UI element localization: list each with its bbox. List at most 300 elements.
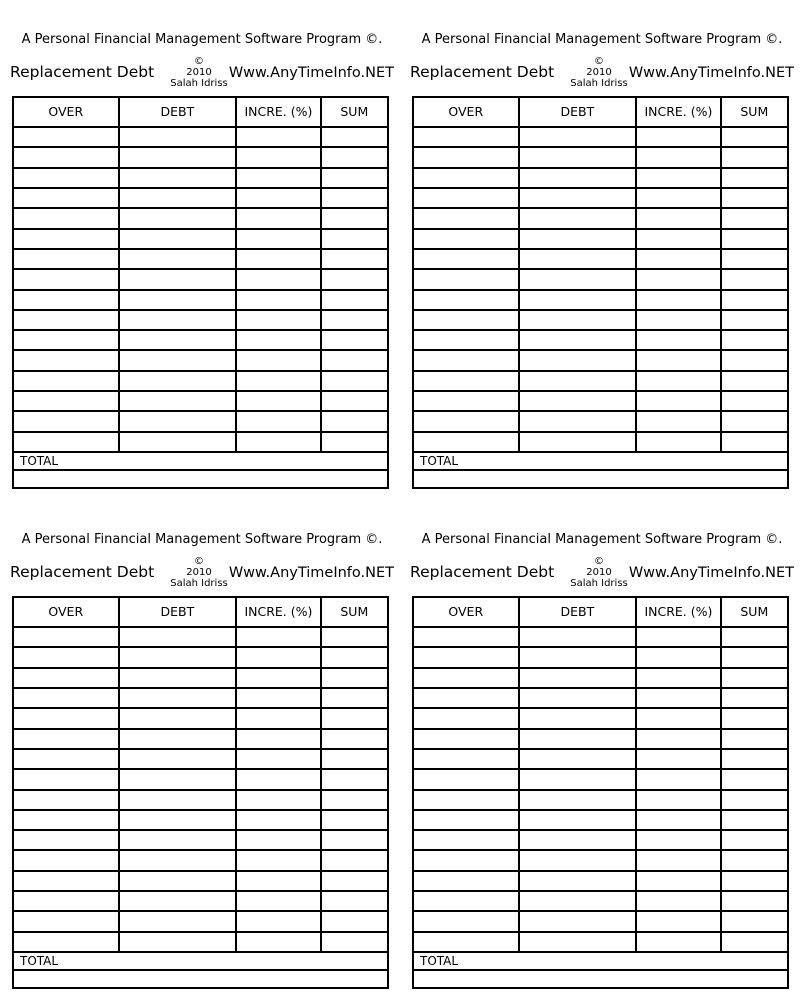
total-value-row (13, 970, 388, 988)
debt-cell[interactable] (119, 627, 237, 647)
total-row (413, 952, 788, 970)
debt-cell[interactable] (519, 168, 637, 188)
ledger-row (413, 871, 788, 891)
increase-cell[interactable] (236, 249, 320, 269)
debt-cell[interactable] (519, 350, 637, 370)
debt-cell[interactable] (519, 411, 637, 431)
debt-cell[interactable] (119, 168, 237, 188)
increase-cell[interactable] (236, 391, 320, 411)
ledger-row (13, 850, 388, 870)
debt-cell[interactable] (519, 688, 637, 708)
sum-cell[interactable] (321, 168, 388, 188)
debt-form-card (410, 0, 794, 470)
column-header-increase: INCRE. (%) (636, 597, 720, 627)
over-cell[interactable] (13, 269, 119, 289)
ledger-row (13, 932, 388, 952)
over-cell[interactable] (413, 729, 519, 749)
over-cell[interactable] (413, 749, 519, 769)
over-cell[interactable] (413, 891, 519, 911)
sum-cell[interactable] (321, 391, 388, 411)
debt-cell[interactable] (519, 432, 637, 452)
sum-cell[interactable] (321, 432, 388, 452)
sum-cell[interactable] (721, 708, 788, 728)
over-cell[interactable] (13, 208, 119, 228)
debt-cell[interactable] (519, 249, 637, 269)
debt-cell[interactable] (119, 208, 237, 228)
ledger-row (413, 249, 788, 269)
sum-cell[interactable] (721, 932, 788, 952)
increase-cell[interactable] (236, 310, 320, 330)
sum-cell[interactable] (721, 330, 788, 350)
debt-cell[interactable] (519, 647, 637, 667)
debt-cell[interactable] (119, 229, 237, 249)
total-value-row (13, 470, 388, 488)
debt-cell[interactable] (119, 769, 237, 789)
increase-cell[interactable] (236, 208, 320, 228)
website-link: Www.AnyTimeInfo.NET (628, 65, 794, 81)
total-value-cell[interactable] (413, 470, 788, 488)
sum-cell[interactable] (321, 229, 388, 249)
ledger-row (413, 647, 788, 667)
debt-cell[interactable] (519, 188, 637, 208)
debt-cell[interactable] (519, 310, 637, 330)
over-cell[interactable] (413, 208, 519, 228)
over-cell[interactable] (13, 769, 119, 789)
sum-cell[interactable] (721, 188, 788, 208)
over-cell[interactable] (13, 932, 119, 952)
debt-cell[interactable] (519, 871, 637, 891)
over-cell[interactable] (13, 310, 119, 330)
debt-cell[interactable] (519, 269, 637, 289)
sum-cell[interactable] (721, 688, 788, 708)
debt-cell[interactable] (119, 850, 237, 870)
increase-cell[interactable] (636, 229, 720, 249)
ledger-row (413, 269, 788, 289)
debt-cell[interactable] (119, 708, 237, 728)
debt-cell[interactable] (519, 850, 637, 870)
over-cell[interactable] (13, 290, 119, 310)
over-cell[interactable] (413, 871, 519, 891)
ledger-row (13, 729, 388, 749)
debt-cell[interactable] (119, 647, 237, 667)
debt-cell[interactable] (519, 668, 637, 688)
debt-cell[interactable] (519, 290, 637, 310)
sum-cell[interactable] (321, 147, 388, 167)
sum-cell[interactable] (321, 891, 388, 911)
sum-cell[interactable] (721, 891, 788, 911)
ledger-row (13, 249, 388, 269)
sum-cell[interactable] (721, 249, 788, 269)
over-cell[interactable] (413, 708, 519, 728)
sum-cell[interactable] (721, 411, 788, 431)
debt-cell[interactable] (119, 911, 237, 931)
increase-cell[interactable] (236, 371, 320, 391)
increase-cell[interactable] (236, 830, 320, 850)
sum-cell[interactable] (321, 688, 388, 708)
debt-cell[interactable] (119, 830, 237, 850)
over-cell[interactable] (13, 432, 119, 452)
debt-cell[interactable] (519, 371, 637, 391)
debt-cell[interactable] (519, 208, 637, 228)
over-cell[interactable] (13, 147, 119, 167)
over-cell[interactable] (413, 911, 519, 931)
copyright-block (560, 56, 638, 89)
sum-cell[interactable] (721, 391, 788, 411)
sum-cell[interactable] (321, 790, 388, 810)
sum-cell[interactable] (321, 932, 388, 952)
sum-cell[interactable] (721, 290, 788, 310)
ledger-row (413, 769, 788, 789)
ledger-row (413, 627, 788, 647)
sum-cell[interactable] (321, 749, 388, 769)
increase-cell[interactable] (636, 911, 720, 931)
over-cell[interactable] (13, 810, 119, 830)
debt-cell[interactable] (519, 810, 637, 830)
over-cell[interactable] (413, 830, 519, 850)
ledger-row (413, 729, 788, 749)
debt-cell[interactable] (119, 891, 237, 911)
increase-cell[interactable] (636, 269, 720, 289)
column-header-sum: SUM (721, 597, 788, 627)
increase-cell[interactable] (236, 932, 320, 952)
increase-cell[interactable] (236, 168, 320, 188)
debt-form-card (410, 500, 794, 970)
debt-cell[interactable] (519, 627, 637, 647)
increase-cell[interactable] (636, 147, 720, 167)
increase-cell[interactable] (236, 269, 320, 289)
column-header-over: OVER (13, 597, 119, 627)
sum-cell[interactable] (721, 350, 788, 370)
increase-cell[interactable] (236, 790, 320, 810)
sum-cell[interactable] (321, 350, 388, 370)
increase-cell[interactable] (636, 668, 720, 688)
debt-cell[interactable] (119, 147, 237, 167)
over-cell[interactable] (13, 330, 119, 350)
over-cell[interactable] (13, 188, 119, 208)
sum-cell[interactable] (321, 127, 388, 147)
increase-cell[interactable] (236, 627, 320, 647)
over-cell[interactable] (13, 127, 119, 147)
over-cell[interactable] (13, 850, 119, 870)
over-cell[interactable] (13, 249, 119, 269)
debt-cell[interactable] (119, 188, 237, 208)
over-cell[interactable] (413, 432, 519, 452)
over-cell[interactable] (13, 647, 119, 667)
sum-cell[interactable] (721, 647, 788, 667)
sum-cell[interactable] (321, 208, 388, 228)
debt-cell[interactable] (119, 932, 237, 952)
software-tagline: A Personal Financial Management Software Program ©. (421, 532, 783, 547)
ledger-row (413, 188, 788, 208)
increase-cell[interactable] (636, 432, 720, 452)
total-value-cell[interactable] (13, 970, 388, 988)
increase-cell[interactable] (236, 749, 320, 769)
debt-cell[interactable] (119, 790, 237, 810)
debt-cell[interactable] (519, 127, 637, 147)
debt-cell[interactable] (119, 810, 237, 830)
debt-ledger-table (12, 596, 389, 989)
over-cell[interactable] (413, 188, 519, 208)
increase-cell[interactable] (636, 310, 720, 330)
sum-cell[interactable] (721, 769, 788, 789)
debt-cell[interactable] (519, 749, 637, 769)
over-cell[interactable] (13, 168, 119, 188)
over-cell[interactable] (413, 391, 519, 411)
sum-cell[interactable] (721, 749, 788, 769)
sum-cell[interactable] (321, 668, 388, 688)
increase-cell[interactable] (636, 729, 720, 749)
total-value-cell[interactable] (413, 970, 788, 988)
over-cell[interactable] (13, 830, 119, 850)
copyright-year: 2010 (586, 567, 612, 578)
ledger-row (13, 290, 388, 310)
over-cell[interactable] (413, 932, 519, 952)
increase-cell[interactable] (236, 668, 320, 688)
sum-cell[interactable] (721, 371, 788, 391)
over-cell[interactable] (13, 411, 119, 431)
debt-cell[interactable] (119, 749, 237, 769)
sum-cell[interactable] (721, 911, 788, 931)
sum-cell[interactable] (321, 850, 388, 870)
ledger-row (13, 871, 388, 891)
over-cell[interactable] (13, 229, 119, 249)
over-cell[interactable] (413, 769, 519, 789)
debt-cell[interactable] (519, 911, 637, 931)
over-cell[interactable] (13, 729, 119, 749)
total-value-cell[interactable] (13, 470, 388, 488)
sum-cell[interactable] (321, 810, 388, 830)
increase-cell[interactable] (236, 891, 320, 911)
increase-cell[interactable] (236, 147, 320, 167)
sum-cell[interactable] (721, 310, 788, 330)
sum-cell[interactable] (721, 127, 788, 147)
increase-cell[interactable] (636, 688, 720, 708)
increase-cell[interactable] (236, 188, 320, 208)
over-cell[interactable] (413, 330, 519, 350)
over-cell[interactable] (413, 790, 519, 810)
increase-cell[interactable] (636, 810, 720, 830)
sum-cell[interactable] (721, 830, 788, 850)
sum-cell[interactable] (721, 168, 788, 188)
increase-cell[interactable] (236, 229, 320, 249)
increase-cell[interactable] (236, 647, 320, 667)
sum-cell[interactable] (321, 249, 388, 269)
over-cell[interactable] (413, 269, 519, 289)
sum-cell[interactable] (721, 850, 788, 870)
over-cell[interactable] (413, 290, 519, 310)
sum-cell[interactable] (321, 830, 388, 850)
over-cell[interactable] (413, 127, 519, 147)
increase-cell[interactable] (636, 830, 720, 850)
increase-cell[interactable] (636, 371, 720, 391)
increase-cell[interactable] (636, 208, 720, 228)
over-cell[interactable] (13, 627, 119, 647)
sum-cell[interactable] (321, 310, 388, 330)
sum-cell[interactable] (721, 147, 788, 167)
ledger-row (13, 911, 388, 931)
debt-cell[interactable] (519, 769, 637, 789)
debt-cell[interactable] (119, 411, 237, 431)
over-cell[interactable] (413, 411, 519, 431)
debt-cell[interactable] (519, 229, 637, 249)
sum-cell[interactable] (321, 627, 388, 647)
column-header-over: OVER (413, 597, 519, 627)
increase-cell[interactable] (636, 850, 720, 870)
increase-cell[interactable] (236, 127, 320, 147)
increase-cell[interactable] (236, 411, 320, 431)
over-cell[interactable] (413, 168, 519, 188)
sum-cell[interactable] (721, 208, 788, 228)
over-cell[interactable] (413, 810, 519, 830)
increase-cell[interactable] (236, 350, 320, 370)
sum-cell[interactable] (321, 708, 388, 728)
ledger-row (413, 290, 788, 310)
over-cell[interactable] (13, 891, 119, 911)
over-cell[interactable] (413, 371, 519, 391)
over-cell[interactable] (413, 627, 519, 647)
over-cell[interactable] (13, 708, 119, 728)
debt-cell[interactable] (519, 147, 637, 167)
debt-cell[interactable] (119, 350, 237, 370)
increase-cell[interactable] (236, 330, 320, 350)
sum-cell[interactable] (721, 627, 788, 647)
debt-cell[interactable] (519, 830, 637, 850)
total-label: TOTAL (413, 952, 788, 970)
over-cell[interactable] (413, 310, 519, 330)
over-cell[interactable] (13, 688, 119, 708)
increase-cell[interactable] (636, 350, 720, 370)
sum-cell[interactable] (321, 188, 388, 208)
over-cell[interactable] (413, 850, 519, 870)
copyright-year: 2010 (586, 67, 612, 78)
increase-cell[interactable] (236, 769, 320, 789)
debt-cell[interactable] (119, 371, 237, 391)
increase-cell[interactable] (636, 627, 720, 647)
increase-cell[interactable] (636, 749, 720, 769)
header-row (13, 597, 388, 627)
over-cell[interactable] (413, 647, 519, 667)
column-header-debt: DEBT (519, 97, 637, 127)
over-cell[interactable] (13, 871, 119, 891)
increase-cell[interactable] (236, 810, 320, 830)
increase-cell[interactable] (636, 290, 720, 310)
debt-cell[interactable] (519, 932, 637, 952)
sum-cell[interactable] (721, 229, 788, 249)
increase-cell[interactable] (636, 127, 720, 147)
debt-cell[interactable] (519, 729, 637, 749)
increase-cell[interactable] (636, 168, 720, 188)
sum-cell[interactable] (721, 668, 788, 688)
increase-cell[interactable] (636, 871, 720, 891)
increase-cell[interactable] (236, 871, 320, 891)
over-cell[interactable] (13, 749, 119, 769)
debt-cell[interactable] (519, 708, 637, 728)
sum-cell[interactable] (321, 911, 388, 931)
increase-cell[interactable] (636, 790, 720, 810)
debt-cell[interactable] (119, 729, 237, 749)
over-cell[interactable] (13, 350, 119, 370)
sum-cell[interactable] (721, 810, 788, 830)
increase-cell[interactable] (236, 708, 320, 728)
ledger-row (13, 188, 388, 208)
increase-cell[interactable] (236, 688, 320, 708)
over-cell[interactable] (413, 249, 519, 269)
debt-cell[interactable] (119, 249, 237, 269)
ledger-row (13, 769, 388, 789)
sum-cell[interactable] (321, 769, 388, 789)
sum-cell[interactable] (321, 269, 388, 289)
debt-cell[interactable] (119, 310, 237, 330)
debt-cell[interactable] (119, 391, 237, 411)
increase-cell[interactable] (636, 249, 720, 269)
over-cell[interactable] (13, 790, 119, 810)
increase-cell[interactable] (636, 708, 720, 728)
sum-cell[interactable] (321, 290, 388, 310)
over-cell[interactable] (413, 688, 519, 708)
increase-cell[interactable] (636, 647, 720, 667)
debt-cell[interactable] (119, 330, 237, 350)
debt-cell[interactable] (119, 668, 237, 688)
ledger-row (413, 411, 788, 431)
over-cell[interactable] (13, 668, 119, 688)
sum-cell[interactable] (721, 871, 788, 891)
over-cell[interactable] (413, 668, 519, 688)
over-cell[interactable] (413, 229, 519, 249)
increase-cell[interactable] (236, 850, 320, 870)
sum-cell[interactable] (321, 371, 388, 391)
software-tagline: A Personal Financial Management Software Program ©. (21, 532, 383, 547)
sum-cell[interactable] (321, 871, 388, 891)
increase-cell[interactable] (636, 932, 720, 952)
increase-cell[interactable] (236, 290, 320, 310)
over-cell[interactable] (13, 911, 119, 931)
debt-cell[interactable] (519, 790, 637, 810)
debt-cell[interactable] (519, 330, 637, 350)
sum-cell[interactable] (721, 269, 788, 289)
sum-cell[interactable] (721, 729, 788, 749)
ledger-row (13, 411, 388, 431)
over-cell[interactable] (13, 371, 119, 391)
increase-cell[interactable] (636, 411, 720, 431)
debt-cell[interactable] (119, 688, 237, 708)
increase-cell[interactable] (636, 188, 720, 208)
debt-cell[interactable] (119, 127, 237, 147)
sum-cell[interactable] (321, 330, 388, 350)
sum-cell[interactable] (321, 647, 388, 667)
debt-cell[interactable] (119, 269, 237, 289)
increase-cell[interactable] (636, 769, 720, 789)
debt-cell[interactable] (119, 290, 237, 310)
sum-cell[interactable] (721, 432, 788, 452)
debt-cell[interactable] (519, 391, 637, 411)
increase-cell[interactable] (636, 891, 720, 911)
debt-cell[interactable] (119, 432, 237, 452)
increase-cell[interactable] (236, 911, 320, 931)
sum-cell[interactable] (721, 790, 788, 810)
total-row (413, 452, 788, 470)
sum-cell[interactable] (321, 729, 388, 749)
over-cell[interactable] (413, 350, 519, 370)
over-cell[interactable] (13, 391, 119, 411)
increase-cell[interactable] (236, 729, 320, 749)
sum-cell[interactable] (321, 411, 388, 431)
over-cell[interactable] (413, 147, 519, 167)
increase-cell[interactable] (636, 391, 720, 411)
increase-cell[interactable] (636, 330, 720, 350)
debt-cell[interactable] (519, 891, 637, 911)
increase-cell[interactable] (236, 432, 320, 452)
debt-cell[interactable] (119, 871, 237, 891)
